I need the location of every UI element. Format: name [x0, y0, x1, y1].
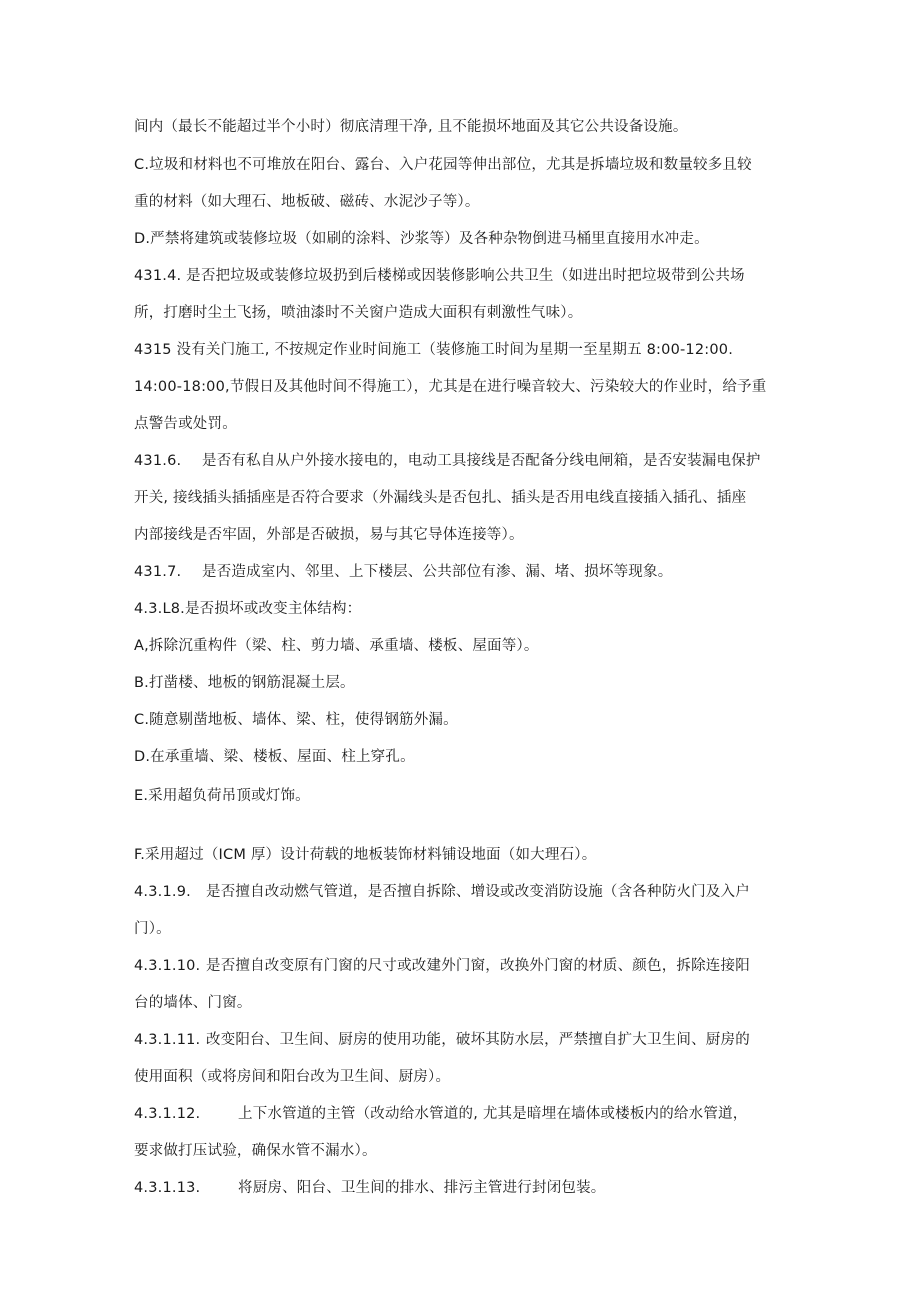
- text-line: A,拆除沉重构件（梁、柱、剪力墙、承重墙、楼板、屋面等）。: [134, 638, 539, 654]
- item-text: 是否擅自改动燃气管道，是否擅自拆除、增设或改变消防设施（含各种防火门及入户: [206, 884, 750, 900]
- numbered-line: [134, 956, 794, 976]
- text-line: 门）。: [134, 921, 171, 937]
- item-number: 431.6.: [134, 453, 182, 469]
- item-number: 4.3.1.13.: [134, 1180, 201, 1196]
- text-line: 台的墙体、门窗。: [134, 995, 252, 1011]
- item-text: 上下水管道的主管（改动给水管道的, 尤其是暗埋在墙体或楼板内的给水管道，: [238, 1106, 748, 1122]
- text-line: 内部接线是否牢固，外部是否破损，易与其它导体连接等）。: [134, 527, 524, 543]
- item-text: 是否造成室内、邻里、上下楼层、公共部位有渗、漏、堵、损坏等现象。: [202, 564, 673, 580]
- text-line: 间内（最长不能超过半个小时）彻底清理干净, 且不能损坏地面及其它公共设备设施。: [134, 119, 688, 135]
- numbered-line: [134, 1104, 794, 1124]
- text-line: 开关, 接线插头插插座是否符合要求（外漏线头是否包扎、插头是否用电线直接插入插孔、插座: [134, 490, 747, 506]
- item-text: 将厨房、阳台、卫生间的排水、排污主管进行封闭包装。: [238, 1180, 606, 1196]
- text-line: 4.3.L8.是否损坏或改变主体结构：: [134, 601, 362, 617]
- item-number: 431.7.: [134, 564, 182, 580]
- item-number: 4.3.1.9.: [134, 884, 191, 900]
- item-number: 4.3.1.11.: [134, 1032, 201, 1048]
- numbered-line: [134, 451, 794, 471]
- text-line: 4315 没有关门施工, 不按规定作业时间施工（装修施工时间为星期一至星期五 8:00-12:00.: [134, 342, 734, 358]
- text-line: 14:00-18:00,节假日及其他时间不得施工），尤其是在进行噪音较大、污染较大的作业时，给予重: [134, 379, 767, 395]
- text-line: B.打凿楼、地板的钢筋混凝土层。: [134, 675, 355, 691]
- text-line: F.采用超过（ICM 厚）设计荷载的地板装饰材料铺设地面（如大理石）。: [134, 847, 597, 863]
- text-line: 所，打磨时尘土飞扬，喷油漆时不关窗户造成大面积有刺激性气味）。: [134, 305, 583, 321]
- text-line: 点警告或处罚。: [134, 416, 237, 432]
- item-number: 4.3.1.12.: [134, 1106, 201, 1122]
- numbered-line: [134, 1178, 794, 1198]
- numbered-line: [134, 1030, 794, 1050]
- item-text: 是否有私自从户外接水接电的，电动工具接线是否配备分线电闸箱，是否安装漏电保护: [202, 453, 761, 469]
- text-line: 重的材料（如大理石、地板破、磁砖、水泥沙子等）。: [134, 194, 480, 210]
- item-number: 4.3.1.10.: [134, 958, 201, 974]
- text-line: D.严禁将建筑或装修垃圾（如刷的涂料、沙浆等）及各种杂物倒进马桶里直接用水冲走。: [134, 231, 709, 247]
- text-line: D.在承重墙、梁、楼板、屋面、柱上穿孔。: [134, 749, 415, 765]
- text-line: C.垃圾和材料也不可堆放在阳台、露台、入户花园等伸出部位，尤其是拆墙垃圾和数量较多且较: [134, 157, 752, 173]
- item-text: 是否擅自改变原有门窗的尺寸或改建外门窗，改换外门窗的材质、颜色，拆除连接阳: [206, 958, 750, 974]
- text-line: C.随意剔凿地板、墙体、梁、柱，使得钢筋外漏。: [134, 712, 458, 728]
- text-line: 要求做打压试验，确保水管不漏水）。: [134, 1143, 377, 1159]
- numbered-line: [134, 562, 794, 582]
- text-line: 431.4. 是否把垃圾或装修垃圾扔到后楼梯或因装修影响公共卫生（如进出时把垃圾带到公共场: [134, 268, 745, 284]
- text-line: 使用面积（或将房间和阳台改为卫生间、厨房）。: [134, 1069, 451, 1085]
- numbered-line: [134, 882, 794, 902]
- item-text: 改变阳台、卫生间、厨房的使用功能，破坏其防水层，严禁擅自扩大卫生间、厨房的: [206, 1032, 750, 1048]
- text-line: E.采用超负荷吊顶或灯饰。: [134, 788, 310, 804]
